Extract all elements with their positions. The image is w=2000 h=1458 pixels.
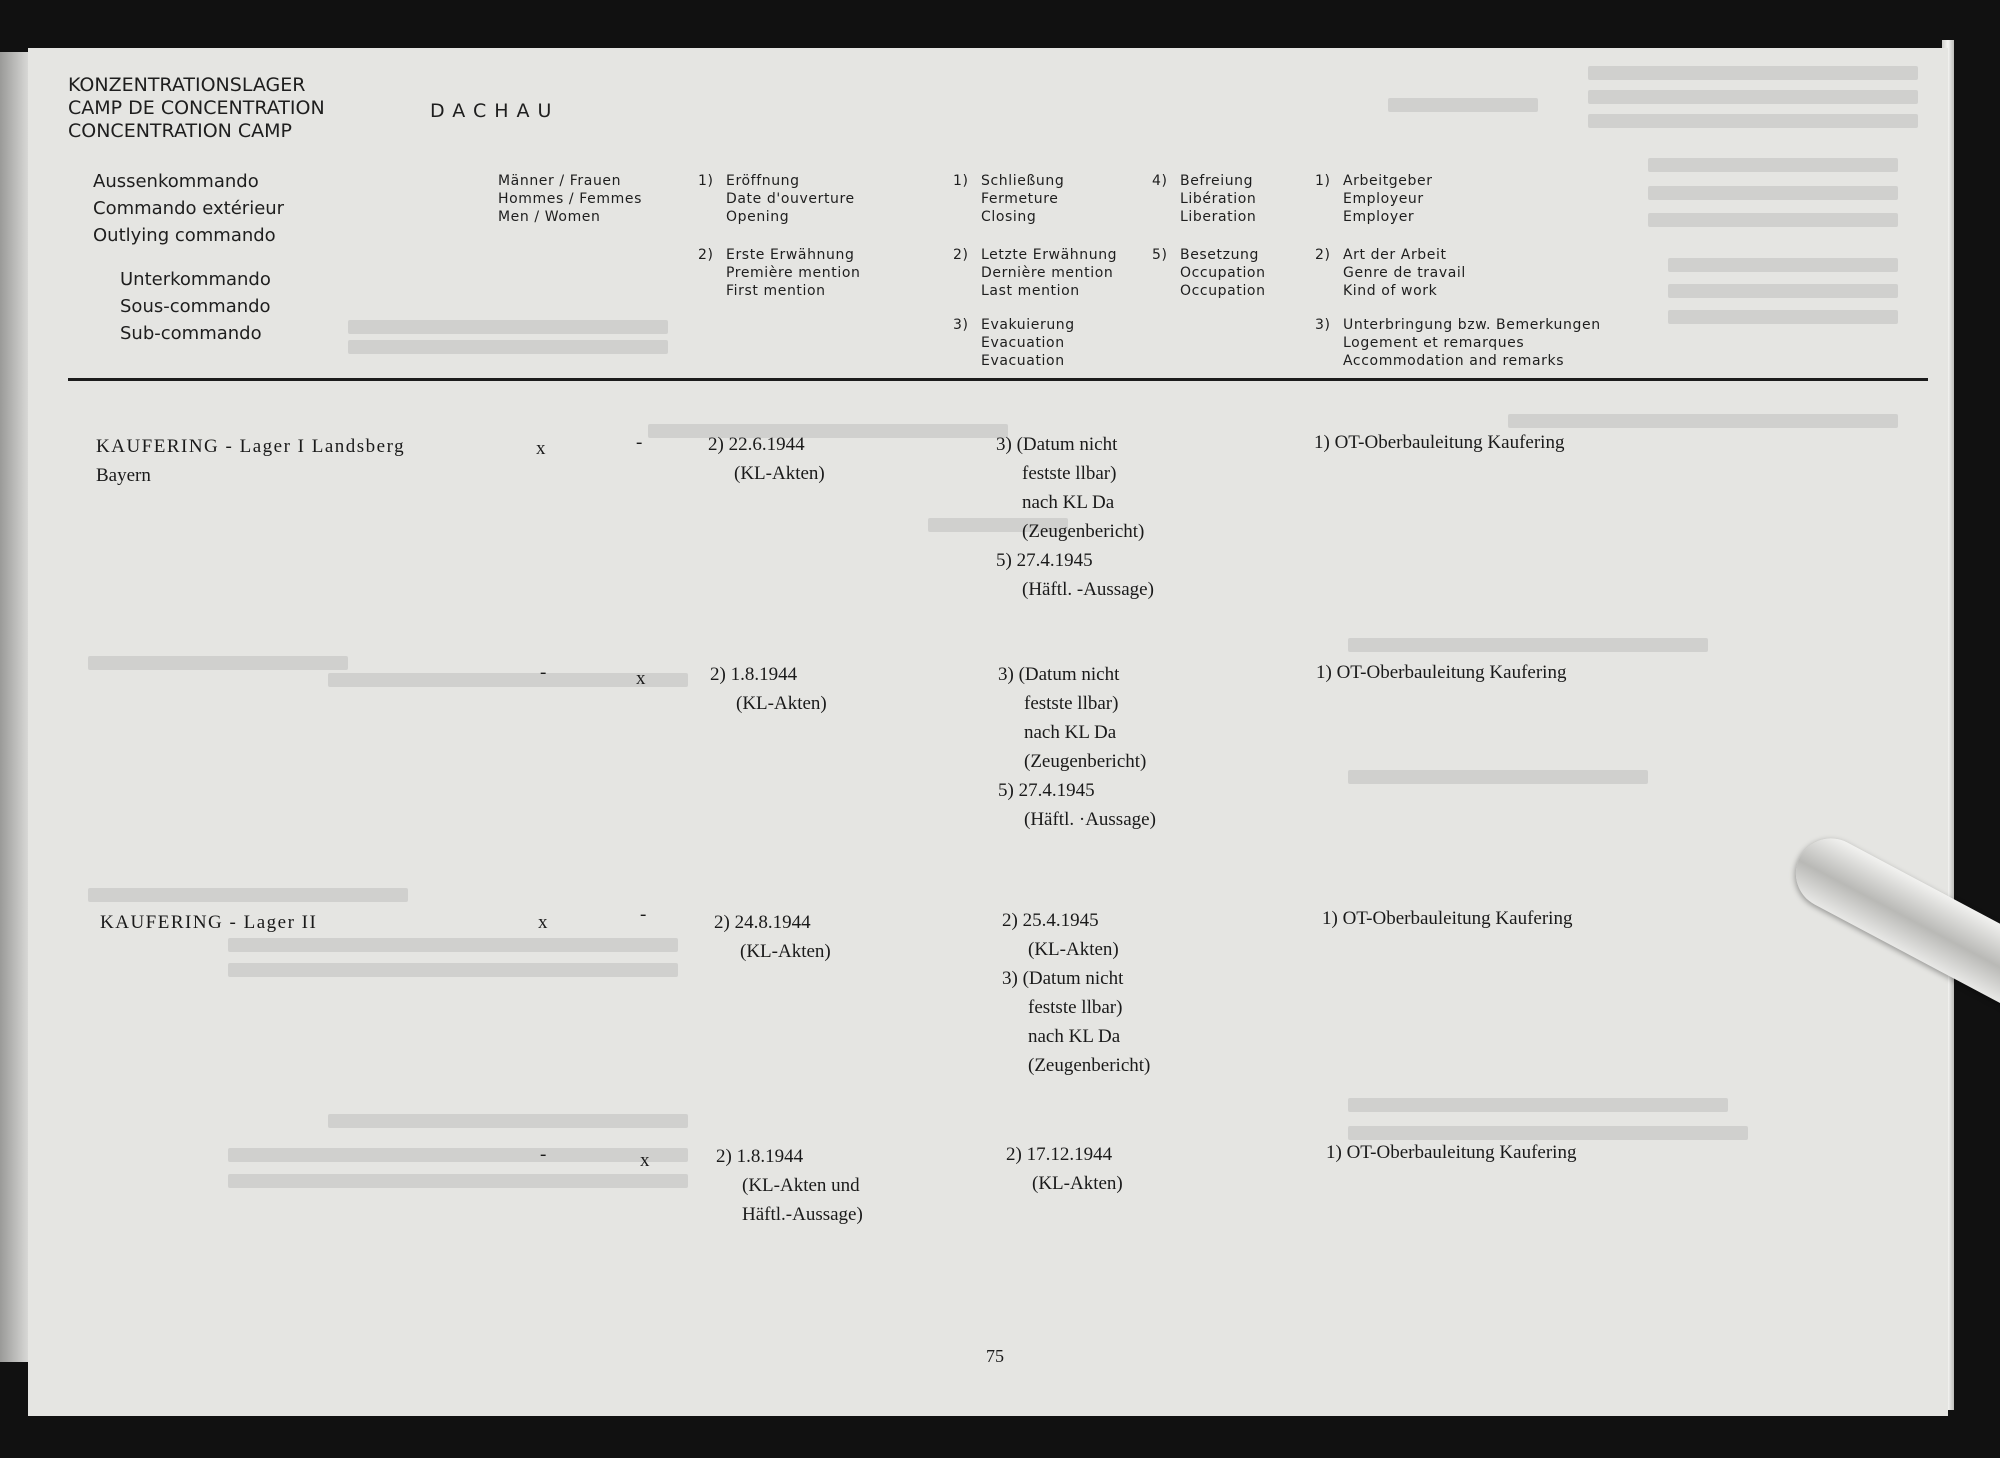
employer-num: 1) xyxy=(1315,173,1331,189)
opening-cell-line: 2) 22.6.1944 xyxy=(708,434,805,455)
women-mark: - xyxy=(640,904,647,925)
liberation-line: Libération xyxy=(1180,191,1257,207)
opening-cell-line: (KL-Akten) xyxy=(740,941,831,962)
evacuation-line: Evacuation xyxy=(981,353,1065,369)
first-mention-line: Première mention xyxy=(726,265,861,281)
sub-commando-line: Unterkommando xyxy=(120,269,271,290)
closing-cell-line: 3) (Datum nicht xyxy=(996,434,1118,455)
first-mention-column-header xyxy=(698,246,860,300)
evacuation-num: 3) xyxy=(953,317,969,333)
closing-cell-line: festste llbar) xyxy=(1024,693,1119,714)
header-title-line: CAMP DE CONCENTRATION xyxy=(68,97,325,119)
header-divider xyxy=(68,378,1928,381)
evacuation-line: Evacuation xyxy=(981,335,1065,351)
opening-cell-line: 2) 24.8.1944 xyxy=(714,912,811,933)
remarks-line: Unterbringung bzw. Bemerkungen xyxy=(1343,317,1601,333)
men-mark: x xyxy=(536,438,546,459)
outer-commando-label xyxy=(93,168,284,249)
last-mention-num: 2) xyxy=(953,247,969,263)
occupation-column-header xyxy=(1152,246,1266,300)
last-mention-column-header xyxy=(953,246,1117,300)
sub-commando-line: Sub-commando xyxy=(120,323,262,344)
closing-line: Closing xyxy=(981,209,1037,225)
employer-line: Employeur xyxy=(1343,191,1424,207)
entry-name-block xyxy=(96,432,405,490)
header-title-line: CONCENTRATION CAMP xyxy=(68,120,293,142)
entry-name: KAUFERING - Lager I Landsberg xyxy=(96,436,406,457)
closing-cell-line: (Zeugenbericht) xyxy=(1024,751,1147,772)
closing-cell-line: festste llbar) xyxy=(1028,997,1123,1018)
sub-commando-line: Sous-commando xyxy=(120,296,271,317)
employer-column-header xyxy=(1315,172,1433,226)
book-page xyxy=(28,48,1948,1416)
opening-cell-line: 2) 1.8.1944 xyxy=(710,664,798,685)
closing-cell-line: 5) 27.4.1945 xyxy=(996,550,1093,571)
closing-cell-line: (Häftl. -Aussage) xyxy=(1022,579,1154,600)
outer-commando-line: Commando extérieur xyxy=(93,198,285,219)
opening-cell-line: (KL-Akten) xyxy=(736,693,827,714)
closing-cell-line: 2) 25.4.1945 xyxy=(1002,910,1099,931)
liberation-line: Liberation xyxy=(1180,209,1257,225)
entry-name-block xyxy=(100,908,317,937)
closing-num: 1) xyxy=(953,173,969,189)
gender-header-line: Hommes / Femmes xyxy=(498,191,642,207)
work-line: Art der Arbeit xyxy=(1343,247,1447,263)
closing-line: Schließung xyxy=(981,173,1065,189)
opening-cell xyxy=(708,430,825,488)
women-mark: - xyxy=(636,432,643,453)
opening-line: Eröffnung xyxy=(726,173,800,189)
evacuation-column-header xyxy=(953,316,1075,370)
closing-cell-line: 2) 17.12.1944 xyxy=(1006,1144,1113,1165)
gender-header-line: Männer / Frauen xyxy=(498,173,622,189)
first-mention-line: Erste Erwähnung xyxy=(726,247,855,263)
closing-line: Fermeture xyxy=(981,191,1059,207)
liberation-column-header xyxy=(1152,172,1256,226)
opening-cell-line: (KL-Akten) xyxy=(734,463,825,484)
gender-column-header xyxy=(498,172,642,226)
closing-cell xyxy=(996,430,1154,604)
remarks-cell: 1) OT-Oberbauleitung Kaufering xyxy=(1314,432,1565,453)
outer-commando-line: Aussenkommando xyxy=(93,171,259,192)
opening-line: Opening xyxy=(726,209,790,225)
opening-cell-line: 2) 1.8.1944 xyxy=(716,1146,804,1167)
employer-line: Employer xyxy=(1343,209,1415,225)
closing-column-header xyxy=(953,172,1064,226)
closing-cell-line: (Häftl. ·Aussage) xyxy=(1024,809,1156,830)
men-mark: x xyxy=(538,912,548,933)
occupation-line: Occupation xyxy=(1180,283,1266,299)
opening-cell-line: Häftl.-Aussage) xyxy=(742,1204,863,1225)
closing-cell-line: 5) 27.4.1945 xyxy=(998,780,1095,801)
first-mention-line: First mention xyxy=(726,283,826,299)
entry-region: Bayern xyxy=(96,465,151,486)
closing-cell-line: (Zeugenbericht) xyxy=(1028,1055,1151,1076)
page-number: 75 xyxy=(986,1346,1004,1366)
closing-cell-line: 3) (Datum nicht xyxy=(998,664,1120,685)
opening-cell xyxy=(710,660,827,718)
closing-cell-line: nach KL Da xyxy=(1022,492,1115,513)
work-line: Kind of work xyxy=(1343,283,1438,299)
opening-cell xyxy=(716,1142,863,1229)
closing-cell-line: (Zeugenbericht) xyxy=(1022,521,1145,542)
remarks-num: 3) xyxy=(1315,317,1331,333)
closing-cell-line: festste llbar) xyxy=(1022,463,1117,484)
work-line: Genre de travail xyxy=(1343,265,1466,281)
employer-line: Arbeitgeber xyxy=(1343,173,1433,189)
last-mention-line: Letzte Erwähnung xyxy=(981,247,1118,263)
outer-commando-line: Outlying commando xyxy=(93,225,276,246)
remarks-cell: 1) OT-Oberbauleitung Kaufering xyxy=(1316,662,1567,683)
entry-name: KAUFERING - Lager II xyxy=(100,912,318,933)
remarks-cell: 1) OT-Oberbauleitung Kaufering xyxy=(1322,908,1573,929)
women-mark: x xyxy=(640,1150,650,1171)
opening-line: Date d'ouverture xyxy=(726,191,855,207)
women-mark: x xyxy=(636,668,646,689)
men-mark: - xyxy=(540,1144,547,1165)
closing-cell-line: 3) (Datum nicht xyxy=(1002,968,1124,989)
liberation-line: Befreiung xyxy=(1180,173,1254,189)
opening-cell-line: (KL-Akten und xyxy=(742,1175,860,1196)
remarks-line: Logement et remarques xyxy=(1343,335,1525,351)
header-title xyxy=(68,74,325,143)
camp-name: DACHAU xyxy=(430,100,560,122)
evacuation-line: Evakuierung xyxy=(981,317,1075,333)
last-mention-line: Dernière mention xyxy=(981,265,1114,281)
closing-cell-line: nach KL Da xyxy=(1028,1026,1121,1047)
header-title-line: KONZENTRATIONSLAGER xyxy=(68,74,306,96)
closing-cell-line: nach KL Da xyxy=(1024,722,1117,743)
opening-num: 1) xyxy=(698,173,714,189)
first-mention-num: 2) xyxy=(698,247,714,263)
occupation-num: 5) xyxy=(1152,247,1168,263)
closing-cell-line: (KL-Akten) xyxy=(1032,1173,1123,1194)
work-column-header xyxy=(1315,246,1466,300)
men-mark: - xyxy=(540,662,547,683)
remarks-cell: 1) OT-Oberbauleitung Kaufering xyxy=(1326,1142,1577,1163)
liberation-num: 4) xyxy=(1152,173,1168,189)
closing-cell-line: (KL-Akten) xyxy=(1028,939,1119,960)
occupation-line: Besetzung xyxy=(1180,247,1259,263)
gender-header-line: Men / Women xyxy=(498,209,601,225)
opening-cell xyxy=(714,908,831,966)
closing-cell xyxy=(1002,906,1150,1080)
last-mention-line: Last mention xyxy=(981,283,1080,299)
closing-cell xyxy=(998,660,1156,834)
remarks-column-header xyxy=(1315,316,1601,370)
opening-column-header xyxy=(698,172,855,226)
work-num: 2) xyxy=(1315,247,1331,263)
closing-cell xyxy=(1006,1140,1123,1198)
previous-page-edge xyxy=(0,52,30,1362)
sub-commando-label xyxy=(120,266,271,347)
remarks-line: Accommodation and remarks xyxy=(1343,353,1565,369)
occupation-line: Occupation xyxy=(1180,265,1266,281)
